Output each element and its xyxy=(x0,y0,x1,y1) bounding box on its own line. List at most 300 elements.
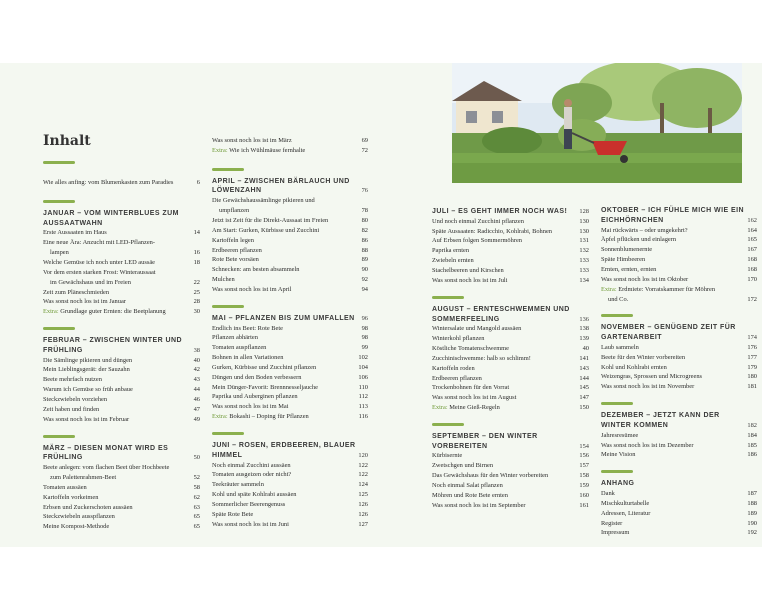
entry-page: 44 xyxy=(193,386,200,394)
divider xyxy=(43,327,75,330)
toc-entry xyxy=(601,343,757,353)
entry-page: 49 xyxy=(193,415,200,423)
entry-title: Erdbeeren pflanzen xyxy=(432,374,482,382)
extra-text: Grundlage guter Ernten: die Beetplanung xyxy=(60,308,166,316)
entry-title: Zucchinischwemme: halb so schlimm! xyxy=(432,354,531,362)
toc-entry xyxy=(43,297,200,307)
entry-title: Mischkulturtabelle xyxy=(601,499,650,507)
entry-page: 189 xyxy=(747,509,757,517)
entry-title: Paprika ernten xyxy=(432,247,470,255)
toc-entry xyxy=(43,405,200,415)
entry-page: 157 xyxy=(579,462,589,470)
entry-page: 78 xyxy=(361,207,368,215)
section-heading-page: 128 xyxy=(579,208,589,215)
section-september xyxy=(432,432,589,511)
entry-title: Kohl und Kohlrabi ernten xyxy=(601,363,667,371)
extra-label: Extra: xyxy=(212,413,228,421)
toc-entry xyxy=(601,499,757,509)
entry-page: 46 xyxy=(193,396,200,403)
toc-entry xyxy=(43,493,200,503)
entry-title: Meine Kompost-Methode xyxy=(43,523,110,531)
entry-page: 99 xyxy=(361,344,368,352)
entry-page: 65 xyxy=(193,523,200,531)
toc-entry xyxy=(43,238,200,248)
toc-column-2 xyxy=(212,136,368,529)
section-heading xyxy=(432,305,589,325)
extra-page: 30 xyxy=(193,308,200,316)
entry-page: 130 xyxy=(579,217,589,225)
section-heading xyxy=(212,177,368,197)
entry-title: Schnecken: am besten absammeln xyxy=(212,266,300,274)
entry-title: Noch einmal Zucchini aussäen xyxy=(212,461,291,469)
entry-title: Was sonst noch los ist im Oktober xyxy=(601,275,689,283)
toc-entry xyxy=(432,451,589,461)
toc-entry xyxy=(432,471,589,481)
toc-entry xyxy=(212,324,368,334)
extra-title xyxy=(212,146,362,156)
section-maerz-continued xyxy=(212,136,368,156)
entry-title: Vor dem ersten starken Frost: Winteraussaat xyxy=(43,268,156,276)
entry-title: Möhren und Rote Bete ernten xyxy=(432,491,508,499)
toc-column-1 xyxy=(43,133,200,532)
section-heading xyxy=(43,209,200,229)
divider xyxy=(601,470,633,473)
toc-entry xyxy=(43,365,200,375)
entry-title: Mulchen xyxy=(212,276,235,284)
toc-entry xyxy=(43,228,200,238)
divider xyxy=(43,161,75,164)
section-november xyxy=(601,323,757,392)
entry-title: zum Palettenrahmen-Beet xyxy=(50,473,117,481)
entry-title: Bohnen in allen Variationen xyxy=(212,354,284,362)
entry-page: 65 xyxy=(193,513,200,521)
entry-page: 122 xyxy=(358,471,368,479)
entry-page: 102 xyxy=(358,354,368,362)
toc-entry xyxy=(601,489,757,499)
toc-entry xyxy=(212,136,368,146)
extra-page: 116 xyxy=(358,413,368,421)
divider xyxy=(432,423,464,426)
toc-entry: Wie alles anfing: vom Blumenkasten zum Paradies 6 xyxy=(43,179,200,186)
toc-entry xyxy=(212,363,368,373)
entry-page: 88 xyxy=(361,246,368,254)
entry-title: Kartoffeln legen xyxy=(212,236,254,244)
toc-entry xyxy=(212,275,368,285)
divider xyxy=(212,305,244,308)
entry-page: 104 xyxy=(358,363,368,371)
toc-entry xyxy=(212,246,368,256)
extra-page: 72 xyxy=(361,146,368,154)
entry-page: 158 xyxy=(579,472,589,480)
toc-entry xyxy=(601,450,757,460)
entry-page: 62 xyxy=(193,493,200,501)
toc-entry xyxy=(212,265,368,275)
toc-extra-entry xyxy=(212,146,368,156)
entry-page: 28 xyxy=(193,298,200,306)
entry-title: Späte Rote Bete xyxy=(212,510,254,518)
entry-page: 25 xyxy=(193,288,200,296)
entry-page: 143 xyxy=(579,364,589,372)
section-mai xyxy=(212,314,368,422)
entry-title: Die Sämlinge pikieren und düngen xyxy=(43,356,133,364)
entry-page: 113 xyxy=(358,403,368,411)
entry-page: 179 xyxy=(747,363,757,371)
entry-title: Meine Vision xyxy=(601,451,636,459)
toc-entry xyxy=(601,255,757,265)
extra-text: Erdmiete: Vorratskammer für Möhren xyxy=(618,285,716,293)
entry-title: Eine neue Ära: Anzucht mit LED-Pflanzen- xyxy=(43,239,155,247)
extra-text: Bokashi – Doping für Pflanzen xyxy=(229,413,309,421)
toc-entry xyxy=(212,520,368,530)
toc-entry xyxy=(212,255,368,265)
section-heading-text: AUGUST – ERNTESCHWEMMEN UND SOMMERFEELING xyxy=(432,305,570,323)
entry-title: Köstliche Tomatenschwemme xyxy=(432,344,509,352)
garden-photo-icon xyxy=(452,63,742,183)
entry-title: Und noch einmal Zucchini pflanzen xyxy=(432,217,524,225)
extra-page: 150 xyxy=(579,404,589,412)
entry-title: Jahresresümee xyxy=(601,431,639,439)
section-heading xyxy=(601,479,757,489)
toc-entry xyxy=(43,473,200,483)
divider xyxy=(601,402,633,405)
extra-text-continued: und Co. xyxy=(608,295,629,303)
toc-extra-entry xyxy=(43,307,200,317)
entry-page: 132 xyxy=(579,247,589,255)
toc-entry xyxy=(601,235,757,245)
entry-title: Beete mehrfach nutzen xyxy=(43,376,102,384)
section-heading-page: 154 xyxy=(579,442,589,450)
entry-title: Dank xyxy=(601,490,615,498)
toc-column-3 xyxy=(432,207,589,511)
entry-title: Die Gewächshaussämlinge pikieren und xyxy=(212,197,315,205)
entry-page: 130 xyxy=(579,227,589,235)
toc-entry xyxy=(43,385,200,395)
toc-entry xyxy=(601,353,757,363)
toc-entry xyxy=(212,490,368,500)
toc-entry xyxy=(432,364,589,374)
toc-entry xyxy=(212,383,368,393)
entry-title: Beete für den Winter vorbereiten xyxy=(601,353,686,361)
divider xyxy=(212,432,244,435)
entry-title: Was sonst noch los ist im August xyxy=(432,394,517,402)
entry-page: 82 xyxy=(361,226,368,234)
toc-column-4 xyxy=(601,206,757,538)
entry-title: Beete anlegen: vom flachen Beet über Hochbeete xyxy=(43,464,170,472)
section-heading-page: 120 xyxy=(358,451,368,459)
section-heading xyxy=(212,441,368,461)
entry-title: Zeit haben und finden xyxy=(43,405,100,413)
toc-entry xyxy=(432,324,589,334)
entry-page: 98 xyxy=(361,324,368,332)
toc-entry xyxy=(601,431,757,441)
entry-title: Rote Bete vorsäen xyxy=(212,256,259,264)
extra-page: 172 xyxy=(747,295,757,303)
entry-title: Winterkohl pflanzen xyxy=(432,335,485,343)
entry-page: 122 xyxy=(358,461,368,469)
entry-title: Sonnenblumenernte xyxy=(601,246,653,254)
toc-extra-continuation xyxy=(601,295,757,305)
entry-title: Zwetschgen und Birnen xyxy=(432,462,494,470)
toc-entry xyxy=(432,217,589,227)
entry-title: Erbsen und Zuckerschoten aussäen xyxy=(43,503,133,511)
entry-title: Tomaten aussäen xyxy=(43,483,87,491)
toc-extra-entry xyxy=(212,412,368,422)
entry-page: 180 xyxy=(747,373,757,381)
section-juni xyxy=(212,441,368,530)
toc-entry xyxy=(212,353,368,363)
entry-page: 181 xyxy=(747,383,757,391)
section-februar xyxy=(43,336,200,425)
entry-page: 16 xyxy=(193,249,200,257)
entry-page: 133 xyxy=(579,257,589,265)
section-heading-text: ANHANG xyxy=(601,480,635,488)
section-heading-page: 174 xyxy=(747,334,757,342)
section-heading-text: JULI – ES GEHT IMMER NOCH WAS! xyxy=(432,208,568,215)
entry-page: 139 xyxy=(579,335,589,343)
entry-title: Paprika und Auberginen pflanzen xyxy=(212,393,298,401)
toc-entry xyxy=(43,522,200,532)
entry-page: 177 xyxy=(747,353,757,361)
entry-title: Was sonst noch los ist im Juli xyxy=(432,276,508,284)
entry-title: Wintersalate und Mangold aussäen xyxy=(432,325,522,333)
entry-title: Was sonst noch los ist im März xyxy=(212,137,292,144)
toc-entry xyxy=(43,258,200,268)
entry-title: umpflanzen xyxy=(219,207,250,215)
entry-title: Äpfel pflücken und einlagern xyxy=(601,236,677,244)
entry-title: Welche Gemüse ich noch unter LED aussäe xyxy=(43,258,155,266)
entry-title: Was sonst noch los ist im September xyxy=(432,501,526,509)
entry-title: Endlich ins Beet: Rote Bete xyxy=(212,324,283,332)
toc-entry xyxy=(432,461,589,471)
entry-page: 159 xyxy=(579,482,589,490)
toc-entry xyxy=(212,461,368,471)
extra-label: Extra: xyxy=(432,404,448,412)
toc-entry xyxy=(432,344,589,354)
toc-entry xyxy=(432,246,589,256)
entry-page: 110 xyxy=(358,383,368,391)
entry-page: 167 xyxy=(747,246,757,254)
entry-page: 184 xyxy=(747,431,757,439)
section-heading xyxy=(432,207,589,217)
entry-title: Auf Erbsen folgen Sommermöhren xyxy=(432,237,522,245)
toc-entry xyxy=(601,509,757,519)
toc-entry xyxy=(601,245,757,255)
section-januar xyxy=(43,209,200,317)
entry-page: 164 xyxy=(747,226,757,234)
entry-title: Kartoffeln vorkeimen xyxy=(43,493,99,501)
page-title: Inhalt xyxy=(43,133,91,149)
toc-entry xyxy=(212,373,368,383)
extra-title xyxy=(43,307,194,317)
section-heading xyxy=(601,323,757,343)
section-heading-text: JANUAR – VOM WINTERBLUES ZUM AUSSAATWAHN xyxy=(43,209,179,227)
toc-entry xyxy=(43,356,200,366)
entry-page: 106 xyxy=(358,373,368,381)
entry-page: 47 xyxy=(193,405,200,413)
toc-entry xyxy=(432,393,589,403)
section-heading xyxy=(43,444,200,464)
extra-label: Extra: xyxy=(43,308,59,316)
section-heading-page: 162 xyxy=(747,216,757,224)
toc-entry xyxy=(212,470,368,480)
section-heading-text: MAI – PFLANZEN BIS ZUM UMFALLEN xyxy=(212,314,355,322)
entry-title: lampen xyxy=(50,249,69,257)
entry-page: 40 xyxy=(193,356,200,364)
entry-title: Erdbeeren pflanzen xyxy=(212,246,262,254)
entry-page: 138 xyxy=(579,325,589,333)
entry-title: Was sonst noch los ist im Februar xyxy=(43,415,130,423)
section-heading-page: 50 xyxy=(193,454,200,462)
section-heading-page: 136 xyxy=(579,315,589,323)
extra-title xyxy=(212,412,359,422)
section-maerz xyxy=(43,444,200,533)
entry-page: 98 xyxy=(361,334,368,342)
section-heading-page: 182 xyxy=(747,421,757,429)
section-heading-text: NOVEMBER – GENÜGEND ZEIT FÜR GARTENARBEIT xyxy=(601,324,736,342)
divider xyxy=(432,296,464,299)
entry-title: Zwiebeln ernten xyxy=(432,257,474,265)
entry-title: Kürbisernte xyxy=(432,452,463,460)
entry-page: 58 xyxy=(193,483,200,491)
section-heading xyxy=(601,411,757,431)
entry-page: 192 xyxy=(747,529,757,537)
section-heading-text: OKTOBER – ICH FÜHLE MICH WIE EIN EICHHÖRNCHEN xyxy=(601,207,744,224)
toc-entry xyxy=(432,256,589,266)
toc-entry xyxy=(601,528,757,538)
entry-page: 161 xyxy=(579,501,589,509)
entry-title: Weizengras, Sprossen und Microgreens xyxy=(601,373,702,381)
entry-title: Tomaten ausgeizen oder nicht? xyxy=(212,471,292,479)
entry-page: 22 xyxy=(193,278,200,286)
entry-page: 165 xyxy=(747,236,757,244)
toc-entry xyxy=(432,276,589,286)
entry-title: Steckzwiebeln vorziehen xyxy=(43,396,108,403)
entry-page: 80 xyxy=(361,216,368,224)
toc-entry xyxy=(212,216,368,226)
toc-entry xyxy=(432,501,589,511)
entry-title: Sommerlicher Beerengenuss xyxy=(212,500,286,508)
toc-entry xyxy=(43,512,200,522)
toc-entry xyxy=(43,288,200,298)
entry-page: 186 xyxy=(747,451,757,459)
entry-title: Mein Lieblingsgerät: der Sauzahn xyxy=(43,366,130,374)
entry-page: 14 xyxy=(193,229,200,237)
entry-page: 144 xyxy=(579,374,589,382)
toc-entry xyxy=(212,500,368,510)
toc-extra-entry xyxy=(601,285,757,295)
entry-title: Adressen, Literatur xyxy=(601,509,651,517)
entry-title: Steckzwiebeln ausspflanzen xyxy=(43,513,115,521)
entry-page: 176 xyxy=(747,343,757,351)
entry-page: 94 xyxy=(361,285,368,293)
entry-title: Was sonst noch los ist im November xyxy=(601,383,695,391)
toc-entry xyxy=(432,383,589,393)
entry-title: Stachelbeeren und Kirschen xyxy=(432,267,504,275)
toc-entry xyxy=(212,480,368,490)
entry-title: Zeit zum Pläneschmieden xyxy=(43,288,110,296)
entry-title: Noch einmal Salat pflanzen xyxy=(432,482,503,490)
toc-entry xyxy=(212,196,368,206)
section-heading xyxy=(43,336,200,356)
toc-entry xyxy=(212,206,368,216)
entry-page: 18 xyxy=(193,258,200,266)
extra-text: Wie ich Wühlmäuse fernhalte xyxy=(229,146,306,154)
toc-entry xyxy=(212,510,368,520)
toc-entry xyxy=(43,395,200,405)
toc-entry xyxy=(432,491,589,501)
entry-page: 124 xyxy=(358,481,368,489)
entry-page: 40 xyxy=(582,344,589,352)
entry-title: Erste Aussaaten im Haus xyxy=(43,229,107,237)
entry-page: 69 xyxy=(361,137,368,144)
entry-title: Was sonst noch los ist im Juni xyxy=(212,520,289,528)
toc-entry xyxy=(212,285,368,295)
entry-title: Was sonst noch los ist im Dezember xyxy=(601,441,694,449)
divider xyxy=(212,168,244,171)
entry-page: 187 xyxy=(747,490,757,498)
entry-page: 92 xyxy=(361,276,368,284)
toc-entry xyxy=(212,343,368,353)
entry-title: Kohl und späte Kohlrabi aussäen xyxy=(212,491,297,499)
toc-entry xyxy=(432,334,589,344)
entry-page: 89 xyxy=(361,256,368,264)
entry-page: 125 xyxy=(358,491,368,499)
toc-entry xyxy=(43,248,200,258)
entry-page: 147 xyxy=(579,394,589,402)
entry-page: 168 xyxy=(747,256,757,264)
section-heading xyxy=(432,432,589,452)
toc-entry xyxy=(43,375,200,385)
toc-entry xyxy=(432,354,589,364)
entry-page: 90 xyxy=(361,266,368,274)
section-juli xyxy=(432,207,589,286)
entry-title: Impressum xyxy=(601,529,630,537)
toc-entry xyxy=(432,236,589,246)
entry-title: Trockenbohnen für den Vorrat xyxy=(432,384,510,392)
entry-title: Mein Dünger-Favorit: Brennnesseljauche xyxy=(212,383,318,391)
divider xyxy=(43,200,75,203)
toc-entry xyxy=(212,333,368,343)
toc-entry xyxy=(43,503,200,513)
entry-page: 185 xyxy=(747,441,757,449)
toc-entry xyxy=(432,481,589,491)
toc-entry xyxy=(43,268,200,278)
entry-page: 170 xyxy=(747,275,757,283)
section-oktober xyxy=(601,206,757,304)
toc-entry xyxy=(212,236,368,246)
entry-title: Das Gewächshaus für den Winter vorbereiten xyxy=(432,472,549,480)
entry-page: 131 xyxy=(579,237,589,245)
toc-entry xyxy=(212,402,368,412)
extra-label: Extra: xyxy=(212,146,228,154)
entry-page: 126 xyxy=(358,510,368,518)
entry-page: 145 xyxy=(579,384,589,392)
entry-page: 126 xyxy=(358,500,368,508)
toc-entry xyxy=(212,226,368,236)
entry-title: Was sonst noch los ist im April xyxy=(212,285,292,293)
entry-page: 43 xyxy=(193,376,200,384)
toc-entry xyxy=(43,463,200,473)
entry-title: Mai rückwärts – oder umgekehrt? xyxy=(601,226,688,234)
section-anhang xyxy=(601,479,757,538)
toc-entry xyxy=(432,266,589,276)
section-heading xyxy=(212,314,368,324)
section-april xyxy=(212,177,368,295)
section-heading-text: DEZEMBER – JETZT KANN DER WINTER KOMMEN xyxy=(601,412,720,429)
section-august xyxy=(432,305,589,413)
entry-page: 52 xyxy=(193,473,200,481)
entry-page: 188 xyxy=(747,499,757,507)
